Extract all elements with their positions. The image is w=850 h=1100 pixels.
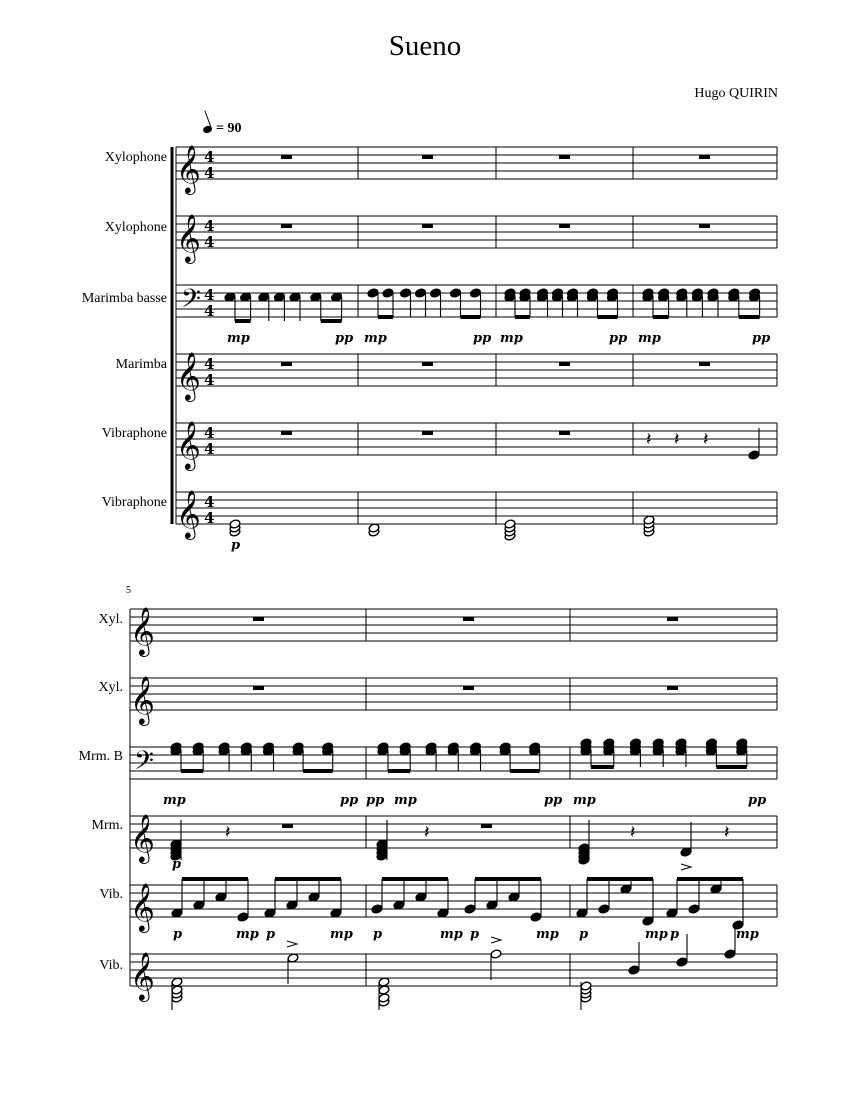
dynamic-mp: mp <box>163 793 186 808</box>
dynamic-pp: pp <box>473 331 492 346</box>
tempo-marking: = 90 <box>203 121 241 137</box>
whole-rest <box>699 155 710 159</box>
time-signature-denominator: 4 <box>204 371 215 389</box>
bass-clef-icon: 𝄢 <box>134 746 154 782</box>
dynamic-pp: pp <box>752 331 771 346</box>
note-head <box>676 957 688 967</box>
dynamic-p: p <box>670 927 680 942</box>
dynamic-pp: pp <box>366 793 385 808</box>
note-head <box>371 904 383 914</box>
instrument-label-xylophone-1: Xylophone <box>104 150 167 165</box>
time-signature-denominator: 4 <box>204 440 215 458</box>
treble-clef-icon: 𝄞 <box>176 420 201 469</box>
whole-rest <box>667 617 678 621</box>
whole-rest <box>699 224 710 228</box>
whole-rest <box>559 155 570 159</box>
dynamic-mp: mp <box>394 793 417 808</box>
quarter-rest: 𝄽 <box>225 822 231 843</box>
score-title: Sueno <box>388 30 462 62</box>
note-head <box>748 450 760 460</box>
note-head <box>688 904 700 914</box>
note-head <box>400 288 412 298</box>
note-head <box>430 288 442 298</box>
dynamic-pp: pp <box>609 331 628 346</box>
treble-clef-icon: 𝄞 <box>130 606 155 655</box>
staff-lines <box>130 147 777 986</box>
whole-rest <box>281 224 292 228</box>
note-head <box>724 949 736 959</box>
whole-rest <box>463 686 474 690</box>
time-signature-denominator: 4 <box>204 302 215 320</box>
instrument-label-marimba: Marimba <box>115 357 167 372</box>
note-head <box>382 288 394 298</box>
note-head <box>464 904 476 914</box>
treble-clef-icon: 𝄞 <box>130 882 155 931</box>
treble-clef-icon: 𝄞 <box>130 813 155 862</box>
note-head <box>530 912 542 922</box>
instrument-label-xylophone-2: Xylophone <box>104 220 167 235</box>
notation-marks <box>130 144 761 1010</box>
time-signature-denominator: 4 <box>204 164 215 182</box>
dynamic-mp: mp <box>500 331 523 346</box>
note-head-hollow <box>490 949 502 959</box>
whole-rest <box>281 155 292 159</box>
dynamic-mp: mp <box>330 927 353 942</box>
treble-clef-icon: 𝄞 <box>176 144 201 193</box>
whole-rest <box>667 686 678 690</box>
instrument-label-mrm-b: Mrm. B <box>78 749 123 764</box>
dynamic-p: p <box>470 927 480 942</box>
treble-clef-icon: 𝄞 <box>176 213 201 262</box>
time-signature-numerator: 4 <box>204 217 215 235</box>
time-signature-numerator: 4 <box>204 355 215 373</box>
note-head <box>237 912 249 922</box>
dynamic-p: p <box>231 538 241 553</box>
quarter-rest: 𝄽 <box>424 822 430 843</box>
time-signature-numerator: 4 <box>204 148 215 166</box>
dynamic-pp: pp <box>544 793 563 808</box>
quarter-rest: 𝄽 <box>724 822 730 843</box>
accent-mark <box>681 864 691 870</box>
instrument-label-vib-2: Vib. <box>99 958 123 973</box>
dynamic-mp: mp <box>573 793 596 808</box>
instrument-label-marimba-basse: Marimba basse <box>81 291 167 306</box>
time-signature-denominator: 4 <box>204 233 215 251</box>
dynamic-mp: mp <box>440 927 463 942</box>
whole-rest <box>253 617 264 621</box>
whole-rest <box>699 362 710 366</box>
whole-rest <box>281 431 292 435</box>
dynamic-pp: pp <box>340 793 359 808</box>
bass-clef-icon: 𝄢 <box>181 284 201 320</box>
note-head <box>470 288 482 298</box>
note-head <box>415 288 427 298</box>
dynamic-mp: mp <box>638 331 661 346</box>
dynamic-pp: pp <box>748 793 767 808</box>
note-head <box>628 965 640 975</box>
time-signature-numerator: 4 <box>204 286 215 304</box>
dynamic-mp: mp <box>736 927 759 942</box>
whole-rest <box>559 431 570 435</box>
dynamic-mp: mp <box>645 927 668 942</box>
whole-rest <box>422 362 433 366</box>
whole-rest <box>422 224 433 228</box>
instrument-label-vibraphone-2: Vibraphone <box>101 495 167 510</box>
dynamic-mp: mp <box>236 927 259 942</box>
whole-rest <box>559 362 570 366</box>
accent-mark <box>287 941 297 947</box>
quarter-rest: 𝄽 <box>674 429 680 450</box>
dynamic-pp: pp <box>335 331 354 346</box>
composer-name: Hugo QUIRIN <box>694 86 778 101</box>
instrument-label-vibraphone-1: Vibraphone <box>101 426 167 441</box>
whole-rest <box>463 617 474 621</box>
measure-number: 5 <box>126 585 131 596</box>
treble-clef-icon: 𝄞 <box>130 951 155 1000</box>
whole-rest <box>422 155 433 159</box>
dynamic-p: p <box>579 927 589 942</box>
treble-clef-icon: 𝄞 <box>176 489 201 538</box>
quarter-rest: 𝄽 <box>703 429 709 450</box>
instrument-label-xyl-1: Xyl. <box>98 612 123 627</box>
quarter-rest: 𝄽 <box>646 429 652 450</box>
note-head <box>598 904 610 914</box>
dynamic-p: p <box>173 927 183 942</box>
treble-clef-icon: 𝄞 <box>176 351 201 400</box>
dynamic-mp: mp <box>364 331 387 346</box>
dynamic-mp: mp <box>536 927 559 942</box>
dynamic-p: p <box>172 857 182 872</box>
whole-rest <box>481 824 492 828</box>
whole-rest <box>559 224 570 228</box>
instrument-label-mrm: Mrm. <box>91 818 123 833</box>
whole-rest <box>282 824 293 828</box>
instrument-label-xyl-2: Xyl. <box>98 680 123 695</box>
note-head <box>367 288 379 298</box>
accent-mark <box>491 937 501 943</box>
dynamic-p: p <box>373 927 383 942</box>
instrument-label-vib-1: Vib. <box>99 887 123 902</box>
dynamic-mp: mp <box>227 331 250 346</box>
whole-rest <box>422 431 433 435</box>
whole-rest <box>281 362 292 366</box>
quarter-rest: 𝄽 <box>630 822 636 843</box>
time-signature-denominator: 4 <box>204 509 215 527</box>
time-signature-numerator: 4 <box>204 493 215 511</box>
dynamic-p: p <box>266 927 276 942</box>
note-head <box>450 288 462 298</box>
time-signature-numerator: 4 <box>204 424 215 442</box>
treble-clef-icon: 𝄞 <box>130 675 155 724</box>
whole-rest <box>253 686 264 690</box>
